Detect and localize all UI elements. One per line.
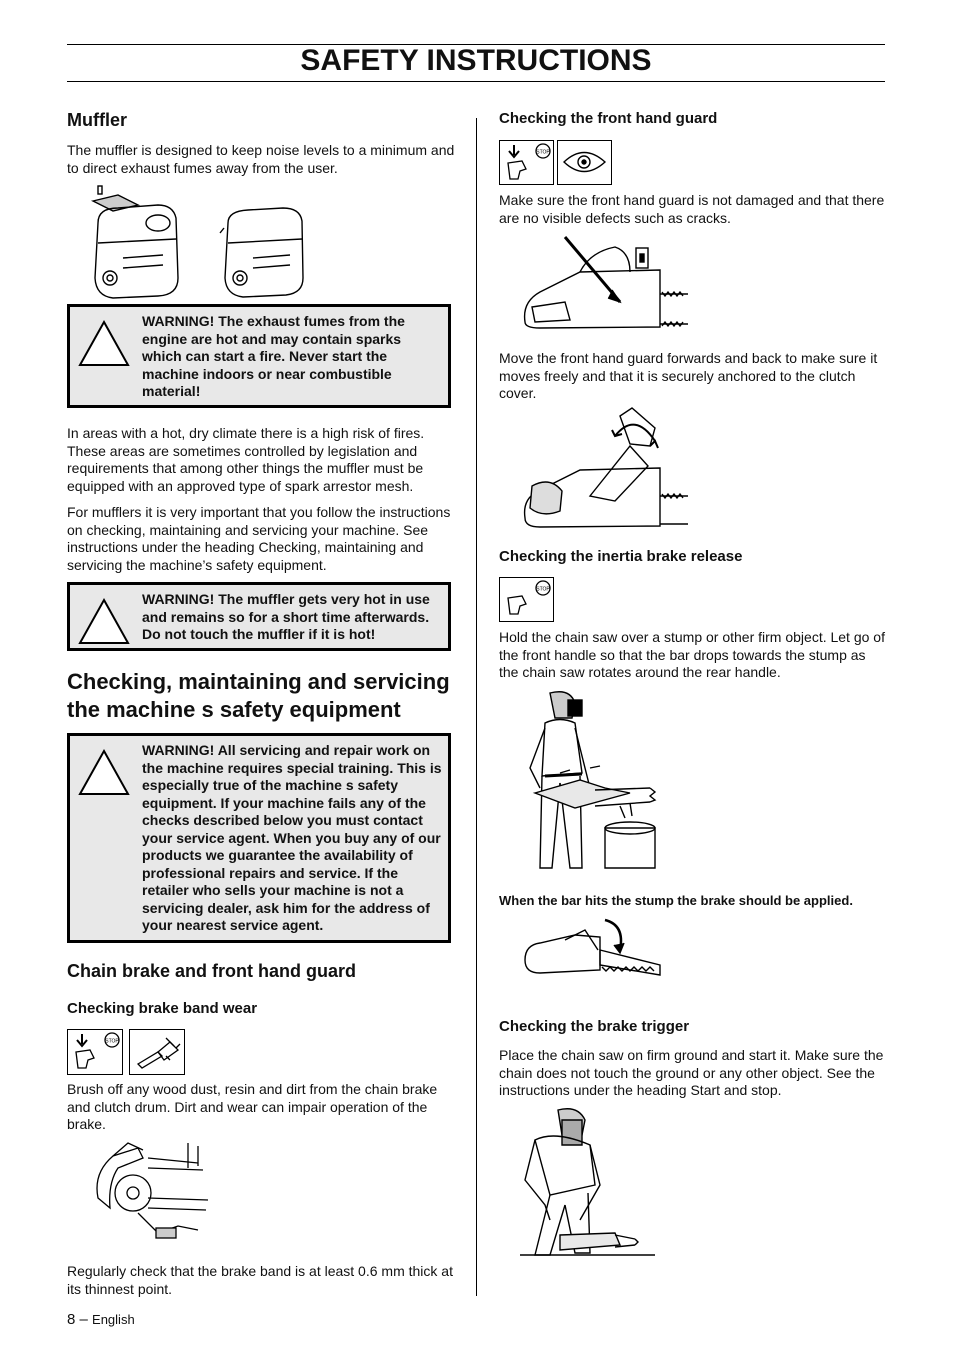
- muffler-para-fire-risk: In areas with a hot, dry climate there is a high risk of fires. These areas are sometimes controlled by legislation and requirements that among other things the muffler must be equipped with an approved type of spark arrestor mesh.: [67, 425, 425, 494]
- chain-brake-heading: Chain brake and front hand guard: [67, 961, 357, 981]
- page-footer: [67, 1311, 135, 1328]
- stop-label: STOP: [536, 149, 550, 156]
- muffler-intro: The muffler is designed to keep noise levels to a minimum and to direct exhaust fumes away from the user.: [67, 142, 455, 176]
- header-bottom-rule: [67, 81, 885, 82]
- warning-box-servicing: [67, 733, 451, 943]
- brake-trigger-para: Place the chain saw on firm ground and start it. Make sure the chain does not touch the ground or any other object. See the instructions under the heading Start and stop.: [499, 1047, 884, 1098]
- muffler-para-instructions: For mufflers it is very important that you follow the instructions on checking, maintaining and servicing your machine. See instructions under the heading Checking, maintaining and servicing the machine’s safety equipment.: [67, 504, 451, 573]
- brake-trigger-illustration: [520, 1105, 660, 1260]
- inertia-para: Hold the chain saw over a stump or other firm object. Let go of the front handle so that the bar drops towards the stump as the chain saw rotates around the rear handle.: [499, 629, 885, 680]
- page-number: 8: [67, 1311, 76, 1328]
- warning-box-exhaust: [67, 304, 451, 408]
- inertia-heading: Checking the inertia brake release: [499, 548, 743, 565]
- page-dash: –: [79, 1311, 88, 1328]
- brake-applied-illustration: [520, 915, 670, 995]
- section-heading-line1: Checking, maintaining and servicing: [67, 669, 450, 694]
- warning-triangle-icon: [77, 597, 131, 647]
- muffler-illustration: [88, 183, 318, 303]
- brake-band-thickness-para: Regularly check that the brake band is at least 0.6 mm thick at its thinnest point.: [67, 1263, 453, 1297]
- column-divider: [476, 118, 477, 1296]
- front-guard-heading: Checking the front hand guard: [499, 110, 718, 127]
- brush-icon: [129, 1029, 185, 1075]
- page-title: SAFETY INSTRUCTIONS: [300, 44, 652, 77]
- section-heading-line2: the machine s safety equipment: [67, 697, 401, 722]
- hand-guard-damage-illustration: [520, 232, 690, 332]
- inertia-caption: When the bar hits the stump the brake should be applied.: [499, 893, 853, 908]
- page-language: English: [92, 1312, 135, 1327]
- brake-band-para: Brush off any wood dust, resin and dirt from the chain brake and clutch drum. Dirt and wear can impair operation of the brake.: [67, 1081, 438, 1132]
- stop-label: STOP: [536, 586, 550, 593]
- front-guard-para1: Make sure the front hand guard is not damaged and that there are no visible defects such as cracks.: [499, 192, 885, 226]
- brake-band-illustration: [88, 1138, 218, 1248]
- stop-engine-icon: [499, 140, 554, 185]
- warning-text-hot-muffler: WARNING! The muffler gets very hot in use and remains so for a short time afterwards. Do not touch the muffler if it is hot!: [142, 591, 430, 642]
- muffler-heading: Muffler: [67, 110, 127, 130]
- stop-engine-icon: [67, 1029, 123, 1075]
- warning-text-exhaust: WARNING! The exhaust fumes from the engine are hot and may contain sparks which can start a fire. Never start the machine indoors or near combustible material!: [142, 313, 405, 399]
- stop-engine-icon: [499, 577, 554, 622]
- hand-guard-movement-illustration: [520, 406, 690, 531]
- warning-text-servicing: WARNING! All servicing and repair work on the machine requires special training. This is especially true of the machine s safety equipment. If your machine fails any of the checks described below you must contact your service agent. When you buy any of our products we guarantee the availability of professional repairs and service. If the retailer who sells your machine is not a servicing dealer, ask him for the address of your nearest service agent.: [142, 742, 442, 933]
- eye-icon: [557, 140, 612, 185]
- front-guard-para2: Move the front hand guard forwards and back to make sure it moves freely and that it is securely anchored to the clutch cover.: [499, 350, 878, 401]
- warning-triangle-icon: [77, 319, 131, 369]
- warning-triangle-icon: [77, 748, 131, 798]
- inertia-test-illustration: [520, 688, 690, 873]
- brake-band-heading: Checking brake band wear: [67, 1000, 258, 1017]
- brake-trigger-heading: Checking the brake trigger: [499, 1018, 690, 1035]
- warning-box-hot-muffler: [67, 582, 451, 651]
- stop-label: STOP: [105, 1038, 119, 1045]
- section-heading: [67, 668, 467, 724]
